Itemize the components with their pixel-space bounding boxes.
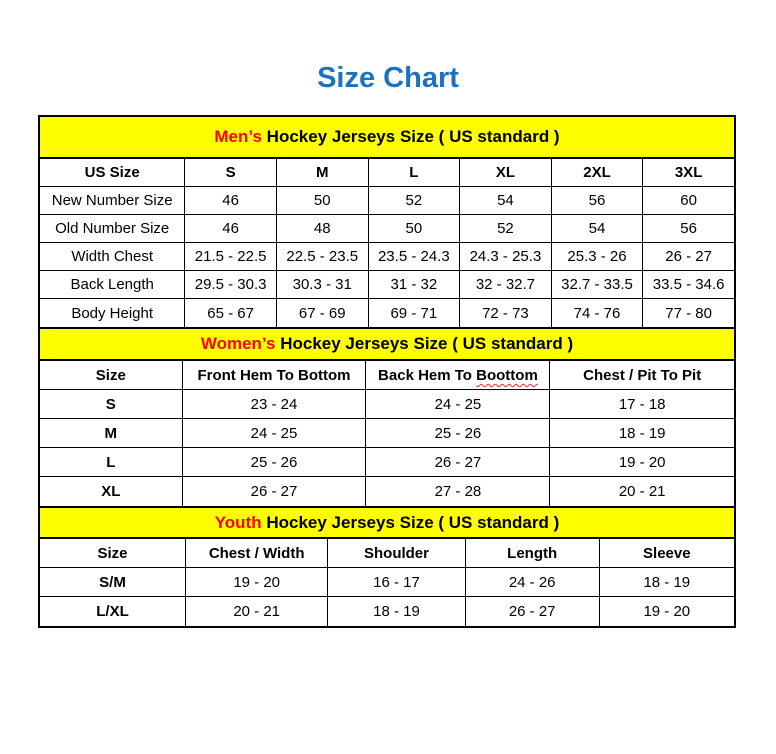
table-cell: 26 - 27 [465, 597, 599, 626]
size-chart-tables [38, 115, 736, 628]
column-header: Chest / Width [185, 539, 327, 567]
table-cell: 18 - 19 [327, 597, 464, 626]
column-header: Length [465, 539, 599, 567]
mens-section-title-rest: Hockey Jerseys Size ( US standard ) [266, 127, 560, 147]
table-row [40, 299, 734, 327]
table-cell: 21.5 - 22.5 [184, 243, 276, 270]
table-cell: 19 - 20 [599, 597, 734, 626]
womens-section-title [201, 334, 573, 354]
table-row [40, 568, 734, 597]
mens-header-row [40, 159, 734, 187]
column-header: Front Hem To Bottom [182, 361, 366, 389]
row-label: L/XL [96, 603, 129, 621]
page-title: Size Chart [317, 62, 459, 94]
mens-size-table [40, 117, 734, 327]
table-cell: 74 - 76 [551, 299, 643, 327]
table-row [40, 187, 734, 215]
table-cell: 32.7 - 33.5 [551, 271, 643, 298]
table-cell: 27 - 28 [365, 477, 549, 506]
table-cell: 77 - 80 [642, 299, 734, 327]
table-cell: 24 - 26 [465, 568, 599, 596]
table-cell: 30.3 - 31 [276, 271, 368, 298]
table-row [40, 477, 734, 506]
table-cell: 46 [184, 187, 276, 214]
womens-section-title-highlight: Women’s [200, 334, 276, 354]
column-header: Size [97, 544, 128, 562]
table-cell: 26 - 27 [365, 448, 549, 476]
table-row [40, 448, 734, 477]
table-cell: 24 - 25 [182, 419, 366, 447]
womens-size-table [40, 327, 734, 506]
youth-section-title-rest: Hockey Jerseys Size ( US standard ) [266, 512, 560, 532]
table-cell: 52 [459, 215, 551, 242]
table-cell: 54 [459, 187, 551, 214]
column-header-text: Back Hem To [378, 366, 472, 384]
womens-header-row [40, 361, 734, 390]
table-cell: 19 - 20 [549, 448, 734, 476]
table-cell: 18 - 19 [549, 419, 734, 447]
table-cell: 46 [184, 215, 276, 242]
table-row [40, 271, 734, 299]
table-cell: 52 [368, 187, 460, 214]
mens-section-title [214, 127, 559, 147]
table-cell: 60 [642, 187, 734, 214]
table-cell: 31 - 32 [368, 271, 460, 298]
row-label: Width Chest [71, 248, 154, 266]
youth-section-title-highlight: Youth [214, 512, 262, 532]
youth-size-table [40, 506, 734, 626]
table-row [40, 597, 734, 626]
table-cell: 25.3 - 26 [551, 243, 643, 270]
table-cell: 20 - 21 [549, 477, 734, 506]
table-cell: 18 - 19 [599, 568, 734, 596]
row-label: S/M [99, 573, 126, 591]
row-label: L [106, 453, 116, 471]
table-cell: 32 - 32.7 [459, 271, 551, 298]
table-row [40, 243, 734, 271]
table-cell: 25 - 26 [182, 448, 366, 476]
column-header: S [184, 159, 276, 186]
table-cell: 29.5 - 30.3 [184, 271, 276, 298]
table-cell: 56 [642, 215, 734, 242]
table-cell: 56 [551, 187, 643, 214]
row-label: New Number Size [51, 192, 173, 210]
column-header: L [368, 159, 460, 186]
table-row [40, 419, 734, 448]
mens-section-band [40, 117, 734, 159]
column-header: Sleeve [599, 539, 734, 567]
table-cell: 48 [276, 215, 368, 242]
table-cell: 65 - 67 [184, 299, 276, 327]
column-header: Shoulder [327, 539, 464, 567]
table-cell: 24.3 - 25.3 [459, 243, 551, 270]
table-cell: 19 - 20 [185, 568, 327, 596]
table-cell: 16 - 17 [327, 568, 464, 596]
row-label: M [104, 424, 118, 442]
column-header: 2XL [551, 159, 643, 186]
column-header: US Size [84, 164, 140, 182]
column-header: XL [459, 159, 551, 186]
table-cell: 24 - 25 [365, 390, 549, 418]
column-header: Size [95, 366, 126, 384]
column-header [365, 361, 549, 389]
youth-header-row [40, 539, 734, 568]
table-cell: 72 - 73 [459, 299, 551, 327]
row-label: Back Length [70, 276, 154, 294]
table-cell: 20 - 21 [185, 597, 327, 626]
row-label: S [105, 395, 116, 413]
column-header: 3XL [642, 159, 734, 186]
table-cell: 26 - 27 [642, 243, 734, 270]
table-cell: 33.5 - 34.6 [642, 271, 734, 298]
row-label: XL [101, 483, 121, 501]
table-cell: 50 [368, 215, 460, 242]
youth-section-title [215, 513, 560, 533]
table-cell: 54 [551, 215, 643, 242]
table-cell: 67 - 69 [276, 299, 368, 327]
youth-section-band [40, 506, 734, 539]
column-header: M [276, 159, 368, 186]
table-row [40, 215, 734, 243]
table-cell: 50 [276, 187, 368, 214]
table-cell: 69 - 71 [368, 299, 460, 327]
table-cell: 23 - 24 [182, 390, 366, 418]
table-cell: 26 - 27 [182, 477, 366, 506]
womens-section-band [40, 327, 734, 361]
table-row [40, 390, 734, 419]
row-label: Body Height [71, 304, 154, 322]
table-cell: 23.5 - 24.3 [368, 243, 460, 270]
womens-section-title-rest: Hockey Jerseys Size ( US standard ) [280, 334, 574, 354]
table-cell: 22.5 - 23.5 [276, 243, 368, 270]
misspelled-word: Boottom [476, 366, 538, 384]
row-label: Old Number Size [55, 220, 170, 238]
column-header: Chest / Pit To Pit [549, 361, 734, 389]
mens-section-title-highlight: Men’s [214, 127, 262, 147]
table-cell: 17 - 18 [549, 390, 734, 418]
table-cell: 25 - 26 [365, 419, 549, 447]
